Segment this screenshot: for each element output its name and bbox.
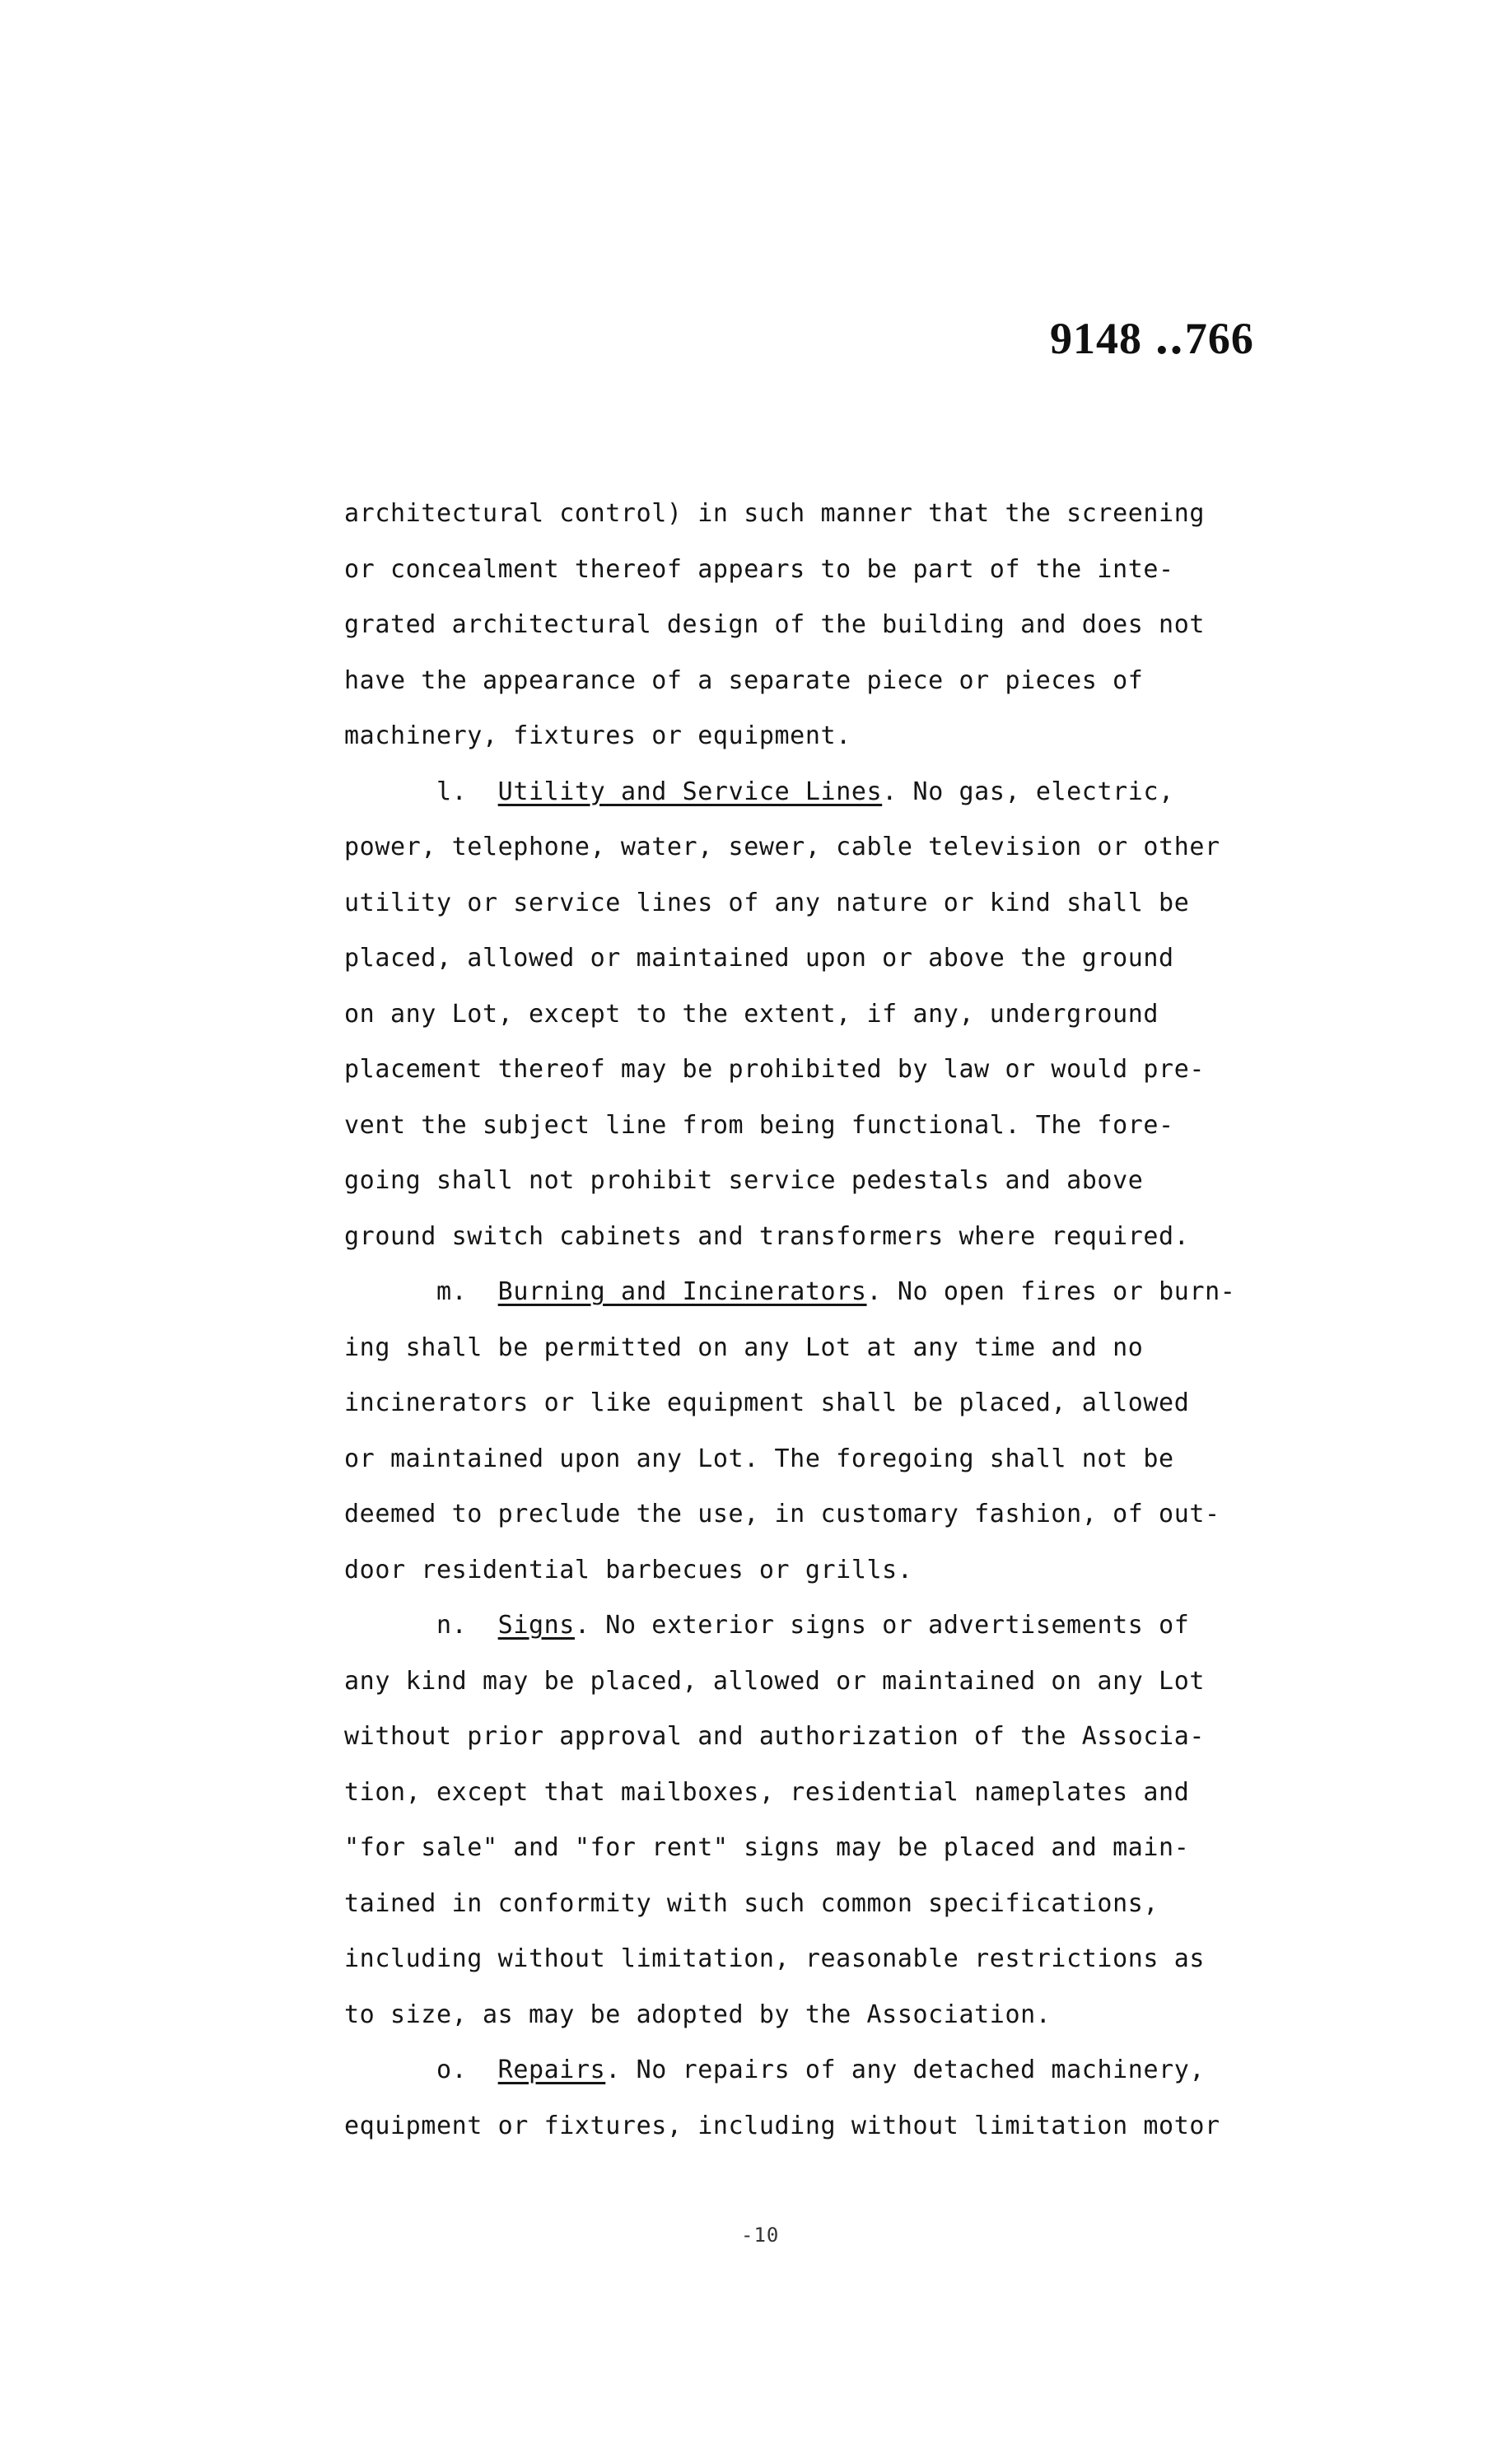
section-m-first-line (344, 1264, 1349, 1320)
section-l-first-line (344, 764, 1349, 820)
section-l-first-line-rest: . No gas, electric, (882, 777, 1174, 806)
text-line: tion, except that mailboxes, residential nameplates and (344, 1777, 1190, 1807)
section-o-heading: Repairs (497, 2056, 606, 2084)
text-line: vent the subject line from being functional. The fore- (344, 1110, 1174, 1140)
text-line: ground switch cabinets and transformers where required. (344, 1221, 1190, 1251)
text-line: utility or service lines of any nature or kind shall be (344, 888, 1190, 917)
text-line: or maintained upon any Lot. The foregoing shall not be (344, 1444, 1174, 1473)
text-line: on any Lot, except to the extent, if any, underground (344, 999, 1159, 1029)
text-line: ing shall be permitted on any Lot at any time and no (344, 1332, 1144, 1362)
text-line: have the appearance of a separate piece or pieces of (344, 665, 1144, 695)
section-m-heading: Burning and Incinerators (497, 1277, 867, 1306)
text-line: placement thereof may be prohibited by law or would pre- (344, 1055, 1206, 1084)
section-n-label: n. (436, 1611, 468, 1640)
section-l-label: l. (436, 777, 468, 806)
text-line: without prior approval and authorization of the Associa- (344, 1722, 1206, 1751)
text-line: to size, as may be adopted by the Association. (344, 2000, 1052, 2029)
section-n-heading: Signs (497, 1611, 575, 1640)
text-line: any kind may be placed, allowed or maintained on any Lot (344, 1666, 1206, 1696)
text-line: tained in conformity with such common specifications, (344, 1888, 1159, 1918)
text-line: architectural control) in such manner that the screening (344, 499, 1206, 528)
page-number: -10 (741, 2224, 780, 2247)
section-o-first-line-rest: . No repairs of any detached machinery, (605, 2056, 1206, 2084)
section-o-first-line (344, 2042, 1349, 2098)
text-line: or concealment thereof appears to be part of the inte- (344, 554, 1174, 584)
text-line: "for sale" and "for rent" signs may be placed and main- (344, 1833, 1190, 1862)
text-line: including without limitation, reasonable restrictions as (344, 1944, 1206, 1973)
section-n-first-line-rest: . No exterior signs or advertisements of (574, 1611, 1190, 1640)
section-m-first-line-rest: . No open fires or burn- (866, 1277, 1236, 1306)
section-m-label: m. (436, 1277, 468, 1306)
text-line: incinerators or like equipment shall be placed, allowed (344, 1388, 1190, 1417)
text-line: power, telephone, water, sewer, cable television or other (344, 833, 1220, 861)
document-body (344, 486, 1349, 2154)
section-o-label: o. (436, 2056, 468, 2084)
section-n-first-line (344, 1598, 1349, 1654)
text-line: going shall not prohibit service pedestals and above (344, 1166, 1144, 1195)
section-l-heading: Utility and Service Lines (497, 777, 883, 806)
text-line: grated architectural design of the building and does not (344, 610, 1206, 639)
text-line: door residential barbecues or grills. (344, 1555, 913, 1584)
text-line: placed, allowed or maintained upon or above the ground (344, 944, 1174, 973)
book-page-stamp: 9148 ‥766 (1050, 314, 1254, 363)
text-line: machinery, fixtures or equipment. (344, 721, 851, 750)
text-line: equipment or fixtures, including without limitation motor (344, 2111, 1220, 2140)
text-line: deemed to preclude the use, in customary fashion, of out- (344, 1500, 1220, 1528)
